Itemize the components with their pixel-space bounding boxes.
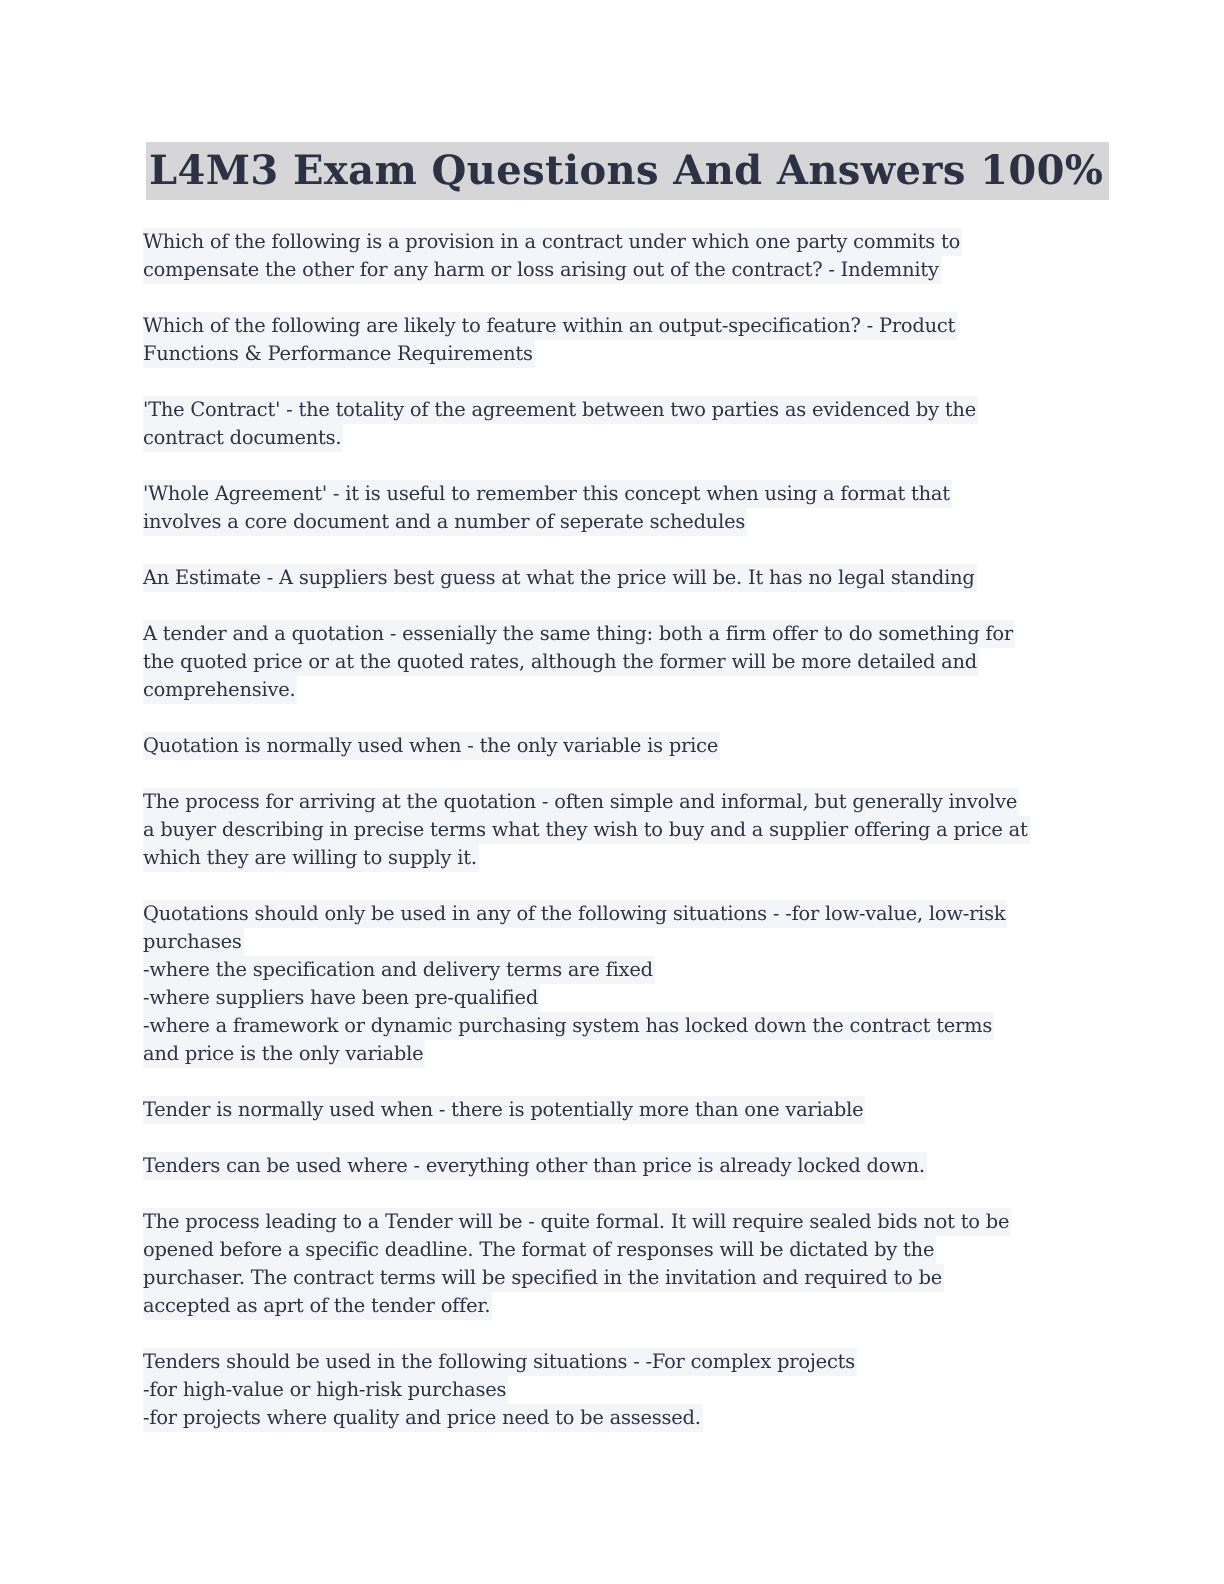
qa-text-line: The process leading to a Tender will be - quite formal. It will require sealed bids not to be: [143, 1208, 1011, 1236]
qa-text-line: Tenders should be used in the following situations - -For complex projects: [143, 1348, 857, 1376]
qa-entry: [143, 788, 1073, 872]
qa-text-line: involves a core document and a number of seperate schedules: [143, 508, 747, 536]
qa-text-line: accepted as aprt of the tender offer.: [143, 1292, 492, 1320]
qa-text-line: contract documents.: [143, 424, 343, 452]
qa-list: [143, 228, 1073, 1432]
qa-entry: [143, 900, 1073, 1068]
qa-entry: [143, 480, 1073, 536]
qa-text-line: The process for arriving at the quotation - often simple and informal, but generally involve: [143, 788, 1019, 816]
qa-entry: [143, 1208, 1073, 1320]
qa-text-line: a buyer describing in precise terms what they wish to buy and a supplier offering a price at: [143, 816, 1030, 844]
qa-text-line: -where the specification and delivery terms are fixed: [143, 956, 655, 984]
qa-entry: [143, 564, 1073, 592]
qa-text-line: Functions & Performance Requirements: [143, 340, 535, 368]
qa-text-line: Tender is normally used when - there is potentially more than one variable: [143, 1096, 865, 1124]
qa-entry: [143, 732, 1073, 760]
qa-text-line: the quoted price or at the quoted rates, although the former will be more detailed and: [143, 648, 979, 676]
qa-text-line: comprehensive.: [143, 676, 297, 704]
qa-text-line: -for high-value or high-risk purchases: [143, 1376, 508, 1404]
qa-text-line: compensate the other for any harm or loss arising out of the contract? - Indemnity: [143, 256, 941, 284]
document-page: [143, 142, 1104, 1460]
qa-text-line: -where a framework or dynamic purchasing system has locked down the contract terms: [143, 1012, 994, 1040]
qa-text-line: which they are willing to supply it.: [143, 844, 479, 872]
qa-text-line: Which of the following is a provision in a contract under which one party commits to: [143, 228, 962, 256]
qa-entry: [143, 1096, 1073, 1124]
qa-text-line: opened before a specific deadline. The format of responses will be dictated by the: [143, 1236, 936, 1264]
qa-entry: [143, 1152, 1073, 1180]
qa-text-line: 'Whole Agreement' - it is useful to remember this concept when using a format that: [143, 480, 952, 508]
qa-text-line: An Estimate - A suppliers best guess at what the price will be. It has no legal standing: [143, 564, 977, 592]
qa-text-line: -for projects where quality and price need to be assessed.: [143, 1404, 703, 1432]
qa-text-line: Quotations should only be used in any of the following situations - -for low-value, low-risk: [143, 900, 1007, 928]
qa-entry: [143, 312, 1073, 368]
qa-text-line: Quotation is normally used when - the only variable is price: [143, 732, 720, 760]
qa-entry: [143, 620, 1073, 704]
qa-text-line: purchaser. The contract terms will be specified in the invitation and required to be: [143, 1264, 944, 1292]
qa-entry: [143, 1348, 1073, 1432]
document-title: L4M3 Exam Questions And Answers 100%: [146, 142, 1109, 200]
qa-entry: [143, 228, 1073, 284]
qa-text-line: Which of the following are likely to feature within an output-specification? - Product: [143, 312, 957, 340]
qa-text-line: purchases: [143, 928, 244, 956]
qa-text-line: and price is the only variable: [143, 1040, 425, 1068]
qa-text-line: -where suppliers have been pre-qualified: [143, 984, 540, 1012]
qa-text-line: 'The Contract' - the totality of the agreement between two parties as evidenced by the: [143, 396, 978, 424]
qa-entry: [143, 396, 1073, 452]
qa-text-line: Tenders can be used where - everything other than price is already locked down.: [143, 1152, 927, 1180]
qa-text-line: A tender and a quotation - essenially the same thing: both a firm offer to do something for: [143, 620, 1015, 648]
